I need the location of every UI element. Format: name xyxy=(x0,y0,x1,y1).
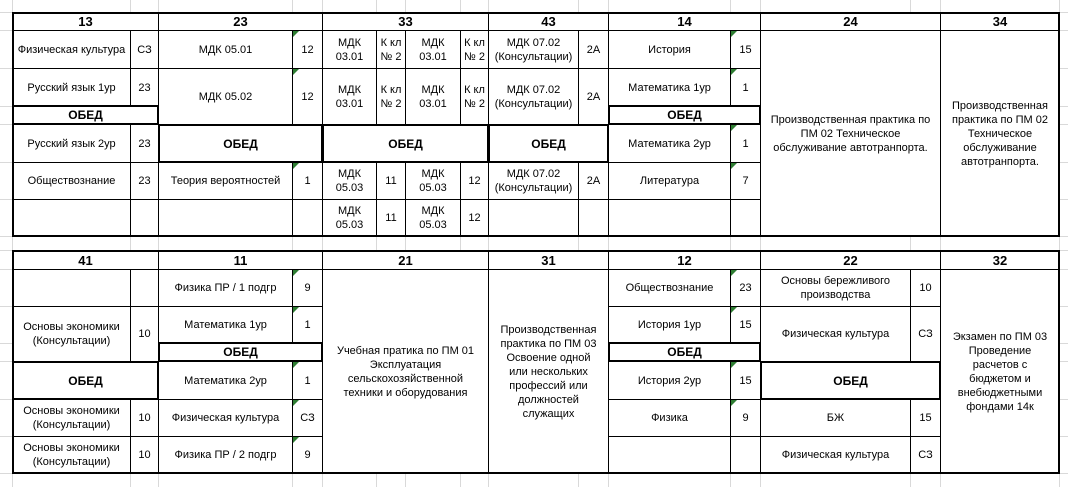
lunch-cell[interactable]: ОБЕД xyxy=(12,361,159,400)
schedule-cell-subject[interactable]: МДК 05.03 xyxy=(322,162,377,200)
group-header-43[interactable]: 43 xyxy=(488,12,609,31)
schedule-cell-room[interactable]: 1 xyxy=(292,306,323,344)
schedule-cell-empty[interactable] xyxy=(730,199,761,237)
schedule-cell-subject[interactable]: Математика 1ур xyxy=(608,68,731,107)
schedule-cell-room[interactable]: 1 xyxy=(730,124,761,163)
schedule-cell-room[interactable]: 10 xyxy=(910,269,941,307)
schedule-cell-room[interactable]: 1 xyxy=(292,361,323,400)
schedule-cell-room[interactable]: 11 xyxy=(376,199,406,237)
schedule-cell-room[interactable]: 9 xyxy=(292,269,323,307)
schedule-cell-subject[interactable]: Русский язык 2ур xyxy=(12,124,131,163)
schedule-cell-subject[interactable]: МДК 07.02 (Консультации) xyxy=(488,30,579,69)
group-header-23[interactable]: 23 xyxy=(158,12,323,31)
group-header-24[interactable]: 24 xyxy=(760,12,941,31)
schedule-cell-empty[interactable] xyxy=(130,199,159,237)
group-header-21[interactable]: 21 xyxy=(322,250,489,270)
schedule-cell-subject[interactable]: Основы бережливого производства xyxy=(760,269,911,307)
schedule-cell-subject[interactable]: Теория вероятностей xyxy=(158,162,293,200)
schedule-cell-room[interactable]: 12 xyxy=(460,162,489,200)
lunch-cell[interactable]: ОБЕД xyxy=(760,361,941,400)
schedule-cell-room[interactable]: 2А xyxy=(578,68,609,125)
schedule-cell-room[interactable]: К кл № 2 xyxy=(376,30,406,69)
schedule-cell-empty[interactable] xyxy=(12,199,131,237)
schedule-cell-subject[interactable]: МДК 05.03 xyxy=(405,199,461,237)
schedule-cell-subject[interactable]: Физическая культура xyxy=(760,306,911,362)
schedule-cell-room[interactable]: 23 xyxy=(730,269,761,307)
schedule-cell-room[interactable]: 9 xyxy=(292,436,323,474)
schedule-cell-subject[interactable]: МДК 05.03 xyxy=(322,199,377,237)
schedule-cell-subject[interactable]: Физическая культура xyxy=(158,399,293,437)
schedule-cell-room[interactable]: 15 xyxy=(730,30,761,69)
schedule-cell-subject[interactable]: Русский язык 1ур xyxy=(12,68,131,107)
schedule-cell-room[interactable]: 10 xyxy=(130,306,159,362)
group-header-22[interactable]: 22 xyxy=(760,250,941,270)
group-header-41[interactable]: 41 xyxy=(12,250,159,270)
schedule-cell-subject[interactable]: БЖ xyxy=(760,399,911,437)
schedule-cell-subject[interactable]: Обществознание xyxy=(608,269,731,307)
practice-cell[interactable]: Производственная практика по ПМ 03 Освоение одной или нескольких профессий или должностей служащих xyxy=(488,269,609,474)
schedule-cell-room[interactable]: 12 xyxy=(292,68,323,125)
schedule-cell-subject[interactable]: Основы экономики (Консультации) xyxy=(12,436,131,474)
schedule-cell-subject[interactable]: МДК 03.01 xyxy=(322,30,377,69)
group-header-11[interactable]: 11 xyxy=(158,250,323,270)
schedule-cell-subject[interactable]: МДК 05.01 xyxy=(158,30,293,69)
schedule-cell-subject[interactable]: МДК 07.02 (Консультации) xyxy=(488,68,579,125)
schedule-cell-subject[interactable]: Физика xyxy=(608,399,731,437)
group-header-13[interactable]: 13 xyxy=(12,12,159,31)
schedule-cell-room[interactable]: 23 xyxy=(130,162,159,200)
schedule-cell-empty[interactable] xyxy=(730,436,761,474)
schedule-cell-subject[interactable]: Физика ПР / 1 подгр xyxy=(158,269,293,307)
schedule-cell-room[interactable]: 1 xyxy=(292,162,323,200)
schedule-cell-room[interactable]: СЗ xyxy=(130,30,159,69)
schedule-cell-subject[interactable]: История 1ур xyxy=(608,306,731,344)
practice-cell[interactable]: Учебная пратика по ПМ 01 Эксплуатация сельскохозяйственной техники и оборудования xyxy=(322,269,489,474)
lunch-cell[interactable]: ОБЕД xyxy=(158,124,323,163)
lunch-cell[interactable]: ОБЕД xyxy=(608,342,761,362)
schedule-cell-empty[interactable] xyxy=(608,436,731,474)
schedule-cell-subject[interactable]: Основы экономики (Консультации) xyxy=(12,306,131,362)
schedule-cell-subject[interactable]: Математика 2ур xyxy=(158,361,293,400)
practice-cell[interactable]: Производственная практика по ПМ 02 Техническое обслуживание автотранпорта. xyxy=(940,30,1060,237)
schedule-cell-subject[interactable]: МДК 07.02 (Консультации) xyxy=(488,162,579,200)
group-header-32[interactable]: 32 xyxy=(940,250,1060,270)
schedule-cell-subject[interactable]: Физическая культура xyxy=(760,436,911,474)
schedule-cell-subject[interactable]: История xyxy=(608,30,731,69)
group-header-31[interactable]: 31 xyxy=(488,250,609,270)
schedule-cell-empty[interactable] xyxy=(130,269,159,307)
schedule-cell-room[interactable]: 1 xyxy=(730,68,761,107)
schedule-cell-subject[interactable]: МДК 05.03 xyxy=(405,162,461,200)
schedule-cell-room[interactable]: К кл № 2 xyxy=(460,30,489,69)
practice-cell[interactable]: Производственная практика по ПМ 02 Техническое обслуживание автотранпорта. xyxy=(760,30,941,237)
schedule-cell-empty[interactable] xyxy=(12,269,131,307)
schedule-cell-room[interactable]: 10 xyxy=(130,399,159,437)
exam-cell[interactable]: Экзамен по ПМ 03 Проведение расчетов с бюджетом и внебюджетными фондами 14к xyxy=(940,269,1060,474)
lunch-cell[interactable]: ОБЕД xyxy=(608,105,761,125)
schedule-cell-subject[interactable]: МДК 05.02 xyxy=(158,68,293,125)
schedule-cell-room[interactable]: 23 xyxy=(130,68,159,107)
schedule-cell-empty[interactable] xyxy=(608,199,731,237)
schedule-cell-subject[interactable]: Математика 2ур xyxy=(608,124,731,163)
schedule-cell-empty[interactable] xyxy=(488,199,579,237)
schedule-cell-empty[interactable] xyxy=(578,199,609,237)
schedule-cell-room[interactable]: 2А xyxy=(578,162,609,200)
lunch-cell[interactable]: ОБЕД xyxy=(158,342,323,362)
schedule-cell-room[interactable]: 15 xyxy=(730,306,761,344)
schedule-cell-empty[interactable] xyxy=(158,199,293,237)
schedule-cell-subject[interactable]: Математика 1ур xyxy=(158,306,293,344)
schedule-cell-subject[interactable]: МДК 03.01 xyxy=(405,30,461,69)
schedule-cell-room[interactable]: СЗ xyxy=(292,399,323,437)
schedule-cell-subject[interactable]: Физическая культура xyxy=(12,30,131,69)
schedule-cell-room[interactable]: 2А xyxy=(578,30,609,69)
schedule-cell-room[interactable]: 10 xyxy=(130,436,159,474)
schedule-cell-room[interactable]: 23 xyxy=(130,124,159,163)
schedule-cell-empty[interactable] xyxy=(292,199,323,237)
group-header-14[interactable]: 14 xyxy=(608,12,761,31)
schedule-cell-subject[interactable]: Обществознание xyxy=(12,162,131,200)
lunch-cell[interactable]: ОБЕД xyxy=(12,105,159,125)
schedule-cell-room[interactable]: СЗ xyxy=(910,306,941,362)
schedule-cell-room[interactable]: 12 xyxy=(292,30,323,69)
schedule-cell-room[interactable]: 15 xyxy=(730,361,761,400)
schedule-cell-room[interactable]: СЗ xyxy=(910,436,941,474)
schedule-cell-subject[interactable]: МДК 03.01 xyxy=(322,68,377,125)
schedule-cell-subject[interactable]: История 2ур xyxy=(608,361,731,400)
schedule-cell-room[interactable]: 12 xyxy=(460,199,489,237)
schedule-cell-room[interactable]: 11 xyxy=(376,162,406,200)
schedule-cell-room[interactable]: 7 xyxy=(730,162,761,200)
group-header-12[interactable]: 12 xyxy=(608,250,761,270)
schedule-cell-subject[interactable]: Основы экономики (Консультации) xyxy=(12,399,131,437)
lunch-cell[interactable]: ОБЕД xyxy=(322,124,489,163)
schedule-cell-room[interactable]: 9 xyxy=(730,399,761,437)
lunch-cell[interactable]: ОБЕД xyxy=(488,124,609,163)
group-header-33[interactable]: 33 xyxy=(322,12,489,31)
schedule-cell-room[interactable]: К кл № 2 xyxy=(376,68,406,125)
schedule-cell-subject[interactable]: Физика ПР / 2 подгр xyxy=(158,436,293,474)
schedule-cell-room[interactable]: 15 xyxy=(910,399,941,437)
schedule-cell-room[interactable]: К кл № 2 xyxy=(460,68,489,125)
group-header-34[interactable]: 34 xyxy=(940,12,1060,31)
schedule-cell-subject[interactable]: МДК 03.01 xyxy=(405,68,461,125)
schedule-cell-subject[interactable]: Литература xyxy=(608,162,731,200)
